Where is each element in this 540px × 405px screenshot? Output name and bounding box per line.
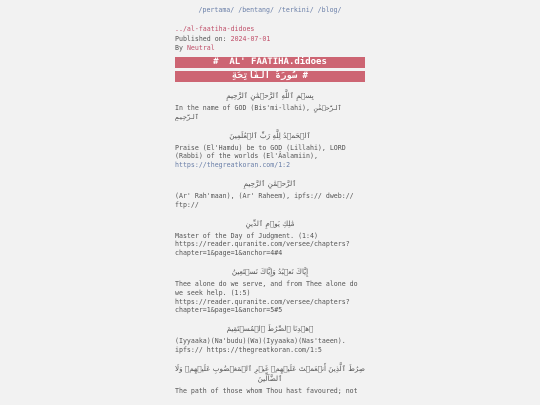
verse-translation: (Ar' Rah'maan), (Ar' Raheem), ipfs:// dweb:// ftp:// <box>175 191 354 209</box>
verse-translation: In the name of GOD (Bis'mi-llahi), ٱلرَّحۡمَٰنِ ٱلرَّحِيمِ <box>175 104 342 121</box>
verse-4 <box>175 219 365 258</box>
post-meta <box>175 35 365 53</box>
nav-link-blog[interactable]: /blog/ <box>317 6 342 14</box>
verse-translation <box>175 144 365 170</box>
verse-5 <box>175 267 365 315</box>
verse-translation: Master of the Day of Judgment. (1:4) https://reader.quranite.com/versee/chapters?chapter=1&page=1&anchor=4#4 <box>175 231 350 258</box>
verse-3 <box>175 179 365 210</box>
verse-link[interactable]: https://thegreatkoran.com/1:2 <box>175 161 291 170</box>
published-date: 2024-07-01 <box>230 35 271 43</box>
nav-link-pertama[interactable]: /pertama/ <box>198 6 235 14</box>
verse-1 <box>175 91 365 122</box>
verse-arabic: مَٰلِكِ يَوۡمِ ٱلدِّينِ <box>245 218 295 228</box>
verse-arabic: بِسۡمِ ٱللَّهِ ٱلرَّحۡمَٰنِ ٱلرَّحِيمِ <box>226 91 314 100</box>
top-nav <box>0 6 540 14</box>
verse-2 <box>175 131 365 170</box>
author-link[interactable]: Neutral <box>186 44 215 52</box>
verse-arabic: صِرَٰطَ ٱلَّذِينَ أَنۡعَمۡتَ عَلَيۡهِمۡ غَيۡرِ ٱلۡمَغۡضُوبِ عَلَيۡهِمۡ وَلَا ٱلضَّآلِّينَ <box>175 363 365 383</box>
author-line <box>175 44 365 53</box>
verse-arabic: ٱهۡدِنَا ٱلصِّرَٰطَ ٱلۡمُسۡتَقِيمَ <box>226 324 314 334</box>
verse-translation: The path of those whom Thou hast favoured; not <box>175 386 358 395</box>
by-label: By <box>175 44 183 52</box>
article <box>175 25 365 396</box>
nav-link-terkini[interactable]: /terkini/ <box>277 6 314 14</box>
verse-text: Praise (El'Hamdu) be to GOD (Lillahi), LORD (Rabbi) of the worlds (El'Âalamiin), <box>175 143 346 161</box>
nav-link-bentang[interactable]: /bentang/ <box>238 6 274 14</box>
verse-translation: (Iyyaaka)(Na'budu)(Wa)(Iyyaaka)(Nas'taeen). ipfs:// https://thegreatkoran.com/1:5 <box>175 337 346 354</box>
verse-7 <box>175 364 365 396</box>
page-title: # AL' FAATIHA.didoes <box>175 57 365 68</box>
verse-6 <box>175 324 365 355</box>
page-title-arabic: سُورَةُ الفَاتِحَةِ # <box>175 71 365 82</box>
verse-arabic: ٱلرَّحۡمَٰنِ ٱلرَّحِيمِ <box>243 178 297 188</box>
published-label: Published on: <box>175 35 227 43</box>
verse-translation: Thee alone do we serve, and from Thee alone do we seek help. (1:5) https://reader.quranite.com/versee/chapters?chapter=1&page=1&anchor=5#5 <box>175 279 358 315</box>
published-line <box>175 35 365 44</box>
breadcrumb[interactable]: ../al-faatiha-didoes <box>175 25 255 33</box>
verse-arabic: إِيَّاكَ نَعۡبُدُ وَإِيَّاكَ نَسۡتَعِينُ <box>231 266 309 276</box>
verse-arabic: ٱلۡحَمۡدُ لِلَّهِ رَبِّ ٱلۡعَٰلَمِينَ <box>229 130 311 140</box>
